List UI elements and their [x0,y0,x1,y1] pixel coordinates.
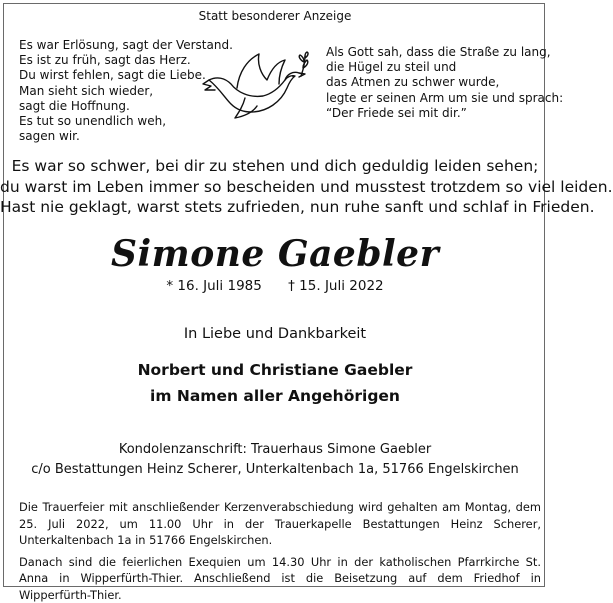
funeral-paragraph: Die Trauerfeier mit anschließender Kerzenverabschiedung wird gehalten am Montag, dem 25. Juli 2022, um 11.00 Uhr in der Trauerkapelle Bestattungen Heinz Scherer, Unterkaltenbach 1a in 51766 Engelskirchen. [19,499,541,549]
verse [0,156,550,218]
poem-line: Man sieht sich wieder, [19,84,233,99]
poem-line: die Hügel zu steil und [326,60,563,75]
poem-line: “Der Friede sei mit dir.” [326,106,563,121]
life-dates [0,278,550,294]
poem-line: sagt die Hoffnung. [19,99,233,114]
poem-right [326,45,563,121]
family-names [0,357,550,409]
address-line: c/o Bestattungen Heinz Scherer, Unterkaltenbach 1a, 51766 Engelskirchen [0,460,550,480]
funeral-paragraph: Danach sind die feierlichen Exequien um 14.30 Uhr in der katholischen Pfarrkirche St. Anna in Wipperfürth-Thier. Anschließend ist die Beisetzung auf dem Friedhof in Wipperfürth-Thier. [19,554,541,603]
condolence-address [0,440,550,480]
poem-line: das Atmen zu schwer wurde, [326,75,563,90]
address-line: Kondolenzanschrift: Trauerhaus Simone Gaebler [0,440,550,460]
deceased-name: Simone Gaebler [0,233,550,275]
verse-line: Hast nie geklagt, warst stets zufrieden, nun ruhe sanft und schlaf in Frieden. [0,197,550,218]
family-line: im Namen aller Angehörigen [0,383,550,409]
poem-line: sagen wir. [19,129,233,144]
birth-date: * 16. Juli 1985 [166,278,262,294]
verse-line: Es war so schwer, bei dir zu stehen und dich geduldig leiden sehen; [0,156,550,177]
poem-line: Als Gott sah, dass die Straße zu lang, [326,45,563,60]
verse-line: du warst im Leben immer so bescheiden und musstest trotzdem so viel leiden. [0,177,550,198]
family-line: Norbert und Christiane Gaebler [0,357,550,383]
notice-header: Statt besonderer Anzeige [0,9,550,23]
death-date: † 15. Juli 2022 [288,278,384,294]
poem-line: legte er seinen Arm um sie und sprach: [326,91,563,106]
thanks-line: In Liebe und Dankbarkeit [0,326,550,342]
poem-line: Es war Erlösung, sagt der Verstand. [19,38,233,53]
poem-line: Du wirst fehlen, sagt die Liebe. [19,68,233,83]
funeral-details [19,499,541,603]
poem-line: Es tut so unendlich weh, [19,114,233,129]
dove-icon [201,50,313,122]
poem-line: Es ist zu früh, sagt das Herz. [19,53,233,68]
